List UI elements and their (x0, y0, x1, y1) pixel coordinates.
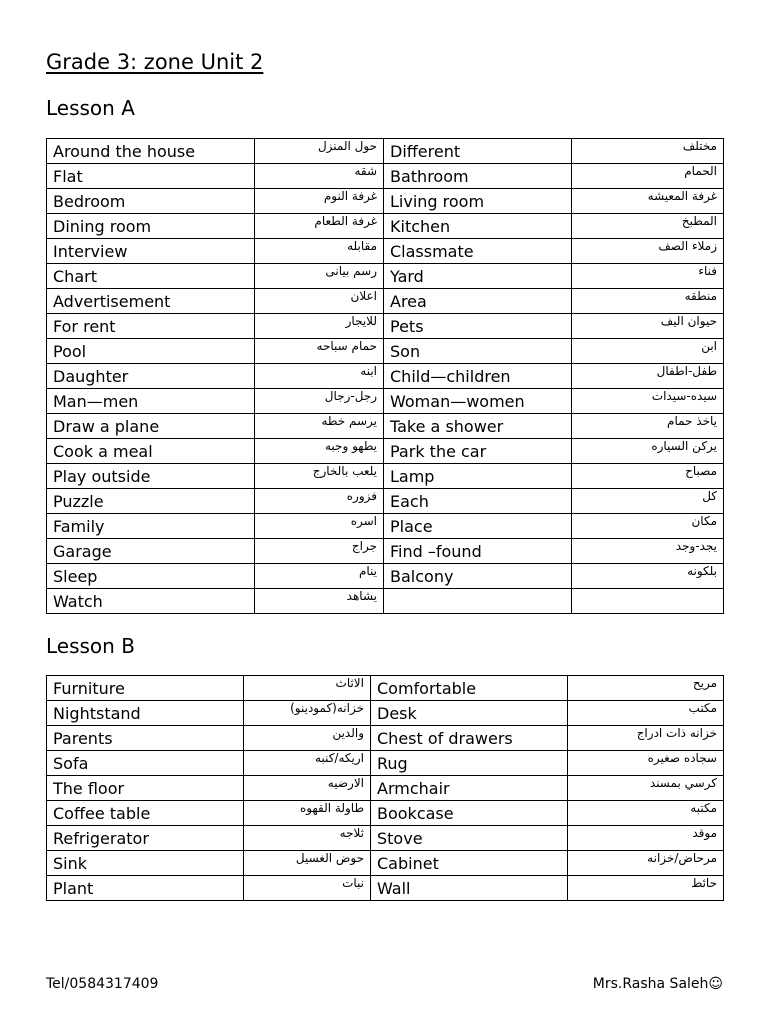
arabic-translation: رسم بيانى (255, 264, 384, 289)
arabic-translation: ياخذ حمام (572, 414, 724, 439)
english-word: Each (384, 489, 572, 514)
english-word: Bedroom (47, 189, 255, 214)
english-word: Yard (384, 264, 572, 289)
arabic-translation: حائط (568, 876, 724, 901)
lesson-b-heading: Lesson B (46, 634, 135, 658)
english-word: Furniture (47, 676, 244, 701)
vocab-row (47, 776, 724, 801)
arabic-translation: شقه (255, 164, 384, 189)
english-word: Bathroom (384, 164, 572, 189)
english-word: Desk (371, 701, 568, 726)
arabic-translation: خزانه(كمودينو) (244, 701, 371, 726)
arabic-translation: سيده-سيدات (572, 389, 724, 414)
vocab-row (47, 164, 724, 189)
arabic-translation: حيوان اليف (572, 314, 724, 339)
vocab-row (47, 539, 724, 564)
arabic-translation: مكتب (568, 701, 724, 726)
vocab-row (47, 314, 724, 339)
arabic-translation: زملاء الصف (572, 239, 724, 264)
arabic-translation: يشاهد (255, 589, 384, 614)
english-word: Around the house (47, 139, 255, 164)
arabic-translation: كرسي بمسند (568, 776, 724, 801)
arabic-translation: الاثاث (244, 676, 371, 701)
english-word: Armchair (371, 776, 568, 801)
arabic-translation (572, 589, 724, 614)
english-word: Comfortable (371, 676, 568, 701)
arabic-translation: حمام سباحه (255, 339, 384, 364)
arabic-translation: اعلان (255, 289, 384, 314)
vocab-row (47, 389, 724, 414)
english-word: Chest of drawers (371, 726, 568, 751)
english-word: Draw a plane (47, 414, 255, 439)
arabic-translation: ينام (255, 564, 384, 589)
arabic-translation: مكان (572, 514, 724, 539)
english-word: Area (384, 289, 572, 314)
arabic-translation: منطقه (572, 289, 724, 314)
vocab-row (47, 264, 724, 289)
vocab-row (47, 339, 724, 364)
arabic-translation: يلعب بالخارج (255, 464, 384, 489)
english-word: Take a shower (384, 414, 572, 439)
arabic-translation: طفل-اطفال (572, 364, 724, 389)
arabic-translation: للايجار (255, 314, 384, 339)
english-word: Lamp (384, 464, 572, 489)
english-word: Rug (371, 751, 568, 776)
vocab-row (47, 801, 724, 826)
arabic-translation: كل (572, 489, 724, 514)
arabic-translation: يرسم خطه (255, 414, 384, 439)
arabic-translation: غرفة المعيشه (572, 189, 724, 214)
arabic-translation: غرفة النوم (255, 189, 384, 214)
english-word: Garage (47, 539, 255, 564)
vocab-row (47, 364, 724, 389)
vocab-row (47, 851, 724, 876)
arabic-translation: يركن السياره (572, 439, 724, 464)
english-word: Puzzle (47, 489, 255, 514)
english-word: Place (384, 514, 572, 539)
arabic-translation: ثلاجه (244, 826, 371, 851)
vocab-row (47, 701, 724, 726)
lesson-a-table (46, 138, 724, 614)
english-word: Sleep (47, 564, 255, 589)
english-word: Bookcase (371, 801, 568, 826)
footer-author: Mrs.Rasha Saleh☺ (592, 976, 723, 992)
english-word: Son (384, 339, 572, 364)
english-word: Woman—women (384, 389, 572, 414)
lesson-b-table-body (47, 676, 724, 901)
arabic-translation: يجد-وجد (572, 539, 724, 564)
english-word: Sofa (47, 751, 244, 776)
arabic-translation: اريكه/كنبه (244, 751, 371, 776)
lesson-b-table (46, 675, 724, 901)
vocab-row (47, 239, 724, 264)
english-word: Daughter (47, 364, 255, 389)
english-word: Pets (384, 314, 572, 339)
arabic-translation: خزانه ذات ادراج (568, 726, 724, 751)
vocab-row (47, 589, 724, 614)
arabic-translation: مختلف (572, 139, 724, 164)
english-word: Child—children (384, 364, 572, 389)
lesson-a-heading: Lesson A (46, 96, 135, 120)
arabic-translation: ابنه (255, 364, 384, 389)
arabic-translation: مرحاض/خزانه (568, 851, 724, 876)
page-title: Grade 3: zone Unit 2 (46, 50, 264, 74)
english-word: Different (384, 139, 572, 164)
vocab-row (47, 464, 724, 489)
english-word: Interview (47, 239, 255, 264)
english-word: Refrigerator (47, 826, 244, 851)
english-word: Man—men (47, 389, 255, 414)
english-word: Plant (47, 876, 244, 901)
vocab-row (47, 414, 724, 439)
english-word: Cabinet (371, 851, 568, 876)
english-word: Cook a meal (47, 439, 255, 464)
vocab-row (47, 826, 724, 851)
footer-phone: Tel/0584317409 (46, 976, 159, 992)
english-word: Sink (47, 851, 244, 876)
vocab-row (47, 214, 724, 239)
english-word: Dining room (47, 214, 255, 239)
vocab-row (47, 564, 724, 589)
english-word: Parents (47, 726, 244, 751)
arabic-translation: مكتبه (568, 801, 724, 826)
english-word: Nightstand (47, 701, 244, 726)
english-word: For rent (47, 314, 255, 339)
vocab-row (47, 189, 724, 214)
arabic-translation: الحمام (572, 164, 724, 189)
arabic-translation: اسره (255, 514, 384, 539)
english-word: Pool (47, 339, 255, 364)
arabic-translation: نبات (244, 876, 371, 901)
vocab-row (47, 676, 724, 701)
arabic-translation: غرفة الطعام (255, 214, 384, 239)
vocab-row (47, 439, 724, 464)
english-word: Living room (384, 189, 572, 214)
english-word (384, 589, 572, 614)
arabic-translation: جراج (255, 539, 384, 564)
english-word: Classmate (384, 239, 572, 264)
vocab-row (47, 514, 724, 539)
arabic-translation: حول المنزل (255, 139, 384, 164)
lesson-a-table-body (47, 139, 724, 614)
arabic-translation: المطبخ (572, 214, 724, 239)
english-word: Flat (47, 164, 255, 189)
vocab-row (47, 726, 724, 751)
english-word: Balcony (384, 564, 572, 589)
english-word: Park the car (384, 439, 572, 464)
arabic-translation: رجل-رجال (255, 389, 384, 414)
arabic-translation: فزوره (255, 489, 384, 514)
english-word: Watch (47, 589, 255, 614)
vocab-row (47, 139, 724, 164)
arabic-translation: يطهو وجبه (255, 439, 384, 464)
arabic-translation: والدين (244, 726, 371, 751)
arabic-translation: حوض الغسيل (244, 851, 371, 876)
arabic-translation: بلكونه (572, 564, 724, 589)
arabic-translation: مقابله (255, 239, 384, 264)
arabic-translation: مريح (568, 676, 724, 701)
english-word: Chart (47, 264, 255, 289)
english-word: Family (47, 514, 255, 539)
arabic-translation: موقد (568, 826, 724, 851)
english-word: Advertisement (47, 289, 255, 314)
vocab-row (47, 876, 724, 901)
vocab-row (47, 289, 724, 314)
arabic-translation: ابن (572, 339, 724, 364)
arabic-translation: سجاده صغيره (568, 751, 724, 776)
english-word: Find –found (384, 539, 572, 564)
arabic-translation: فناء (572, 264, 724, 289)
english-word: Play outside (47, 464, 255, 489)
arabic-translation: مصباح (572, 464, 724, 489)
arabic-translation: طاولة القهوه (244, 801, 371, 826)
vocab-row (47, 751, 724, 776)
english-word: Kitchen (384, 214, 572, 239)
english-word: Stove (371, 826, 568, 851)
english-word: The floor (47, 776, 244, 801)
vocab-row (47, 489, 724, 514)
english-word: Wall (371, 876, 568, 901)
arabic-translation: الارضيه (244, 776, 371, 801)
english-word: Coffee table (47, 801, 244, 826)
